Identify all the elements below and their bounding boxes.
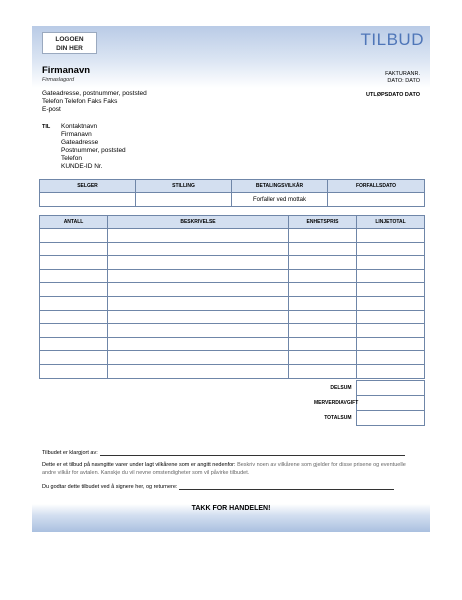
vat-label: MERVERDIAVGIFT (314, 400, 359, 406)
company-name: Firmanavn (42, 65, 91, 76)
subtotal-row (314, 381, 424, 396)
line-item-row (40, 296, 425, 310)
description-cell[interactable] (108, 310, 289, 324)
company-phone-fax: Telefon Telefon Faks Faks (42, 98, 118, 105)
description-cell[interactable] (108, 351, 289, 365)
subtotal-value[interactable] (356, 381, 424, 396)
cell-payment-terms[interactable]: Forfaller ved mottak (232, 193, 328, 207)
quantity-cell[interactable] (40, 256, 108, 270)
cell-due-date[interactable] (328, 193, 425, 207)
description-cell[interactable] (108, 296, 289, 310)
line-items-body (40, 229, 425, 379)
vat-value[interactable] (356, 396, 424, 411)
unit-price-cell[interactable] (289, 337, 357, 351)
logo-placeholder[interactable] (42, 32, 97, 54)
quote-date: DATO: DATO (387, 78, 420, 84)
terms-description: Beskriv noen av vilkårene som gjelder for disse prisene og eventuelle andre vilkår for avtalen. Kanskje du vil nevne omstendigheter som vil påvirke tilbudet. (42, 462, 406, 476)
description-cell[interactable] (108, 242, 289, 256)
prepared-by-line (42, 450, 405, 456)
company-slogan: Firmaslagord (42, 77, 75, 83)
description-cell[interactable] (108, 283, 289, 297)
line-item-row (40, 256, 425, 270)
unit-price-cell[interactable] (289, 296, 357, 310)
unit-price-cell[interactable] (289, 256, 357, 270)
header-description: BESKRIVELSE (108, 216, 289, 229)
quantity-cell[interactable] (40, 283, 108, 297)
logo-line-2: DIN HER (56, 45, 83, 52)
quantity-cell[interactable] (40, 310, 108, 324)
line-total-cell[interactable] (357, 310, 425, 324)
line-total-cell[interactable] (357, 364, 425, 378)
unit-price-cell[interactable] (289, 269, 357, 283)
recipient-phone: Telefon (61, 155, 82, 162)
line-item-row (40, 324, 425, 338)
line-total-cell[interactable] (357, 351, 425, 365)
quantity-cell[interactable] (40, 351, 108, 365)
header-position: STILLING (136, 180, 232, 193)
quantity-cell[interactable] (40, 337, 108, 351)
description-cell[interactable] (108, 337, 289, 351)
unit-price-cell[interactable] (289, 310, 357, 324)
line-item-row (40, 242, 425, 256)
quantity-cell[interactable] (40, 364, 108, 378)
line-total-cell[interactable] (357, 256, 425, 270)
line-total-cell[interactable] (357, 296, 425, 310)
line-total-cell[interactable] (357, 269, 425, 283)
line-total-cell[interactable] (357, 324, 425, 338)
cell-position[interactable] (136, 193, 232, 207)
description-cell[interactable] (108, 229, 289, 243)
header-unit-price: ENHETSPRIS (289, 216, 357, 229)
line-total-cell[interactable] (357, 283, 425, 297)
line-item-row (40, 283, 425, 297)
accept-line (42, 484, 394, 490)
line-item-row (40, 229, 425, 243)
company-email: E-post (42, 106, 61, 113)
terms-paragraph (42, 462, 412, 477)
description-cell[interactable] (108, 269, 289, 283)
quantity-cell[interactable] (40, 269, 108, 283)
line-total-cell[interactable] (357, 242, 425, 256)
terms-intro: Dette er et tilbud på navngitte varer under lagt vilkårene som er angitt nedenfor: (42, 462, 236, 468)
sales-info-row (40, 193, 425, 207)
thank-you-message: TAKK FOR HANDELEN! (191, 505, 271, 512)
unit-price-cell[interactable] (289, 229, 357, 243)
line-item-row (40, 364, 425, 378)
line-item-row (40, 310, 425, 324)
line-items-table (39, 215, 425, 379)
accept-signature-field[interactable] (179, 484, 394, 490)
line-items-header-row (40, 216, 425, 229)
recipient-block (61, 123, 126, 171)
header-line-total: LINJETOTAL (357, 216, 425, 229)
quote-page (32, 26, 430, 532)
total-value[interactable] (356, 411, 424, 426)
expiry-date: UTLØPSDATO DATO (366, 92, 420, 98)
total-row (314, 411, 424, 426)
description-cell[interactable] (108, 364, 289, 378)
recipient-street: Gateadresse (61, 139, 99, 146)
recipient-label: TIL (42, 124, 51, 130)
recipient-company: Firmanavn (61, 131, 92, 138)
quantity-cell[interactable] (40, 242, 108, 256)
recipient-customer-id: KUNDE-ID Nr. (61, 163, 103, 170)
header-quantity: ANTALL (40, 216, 108, 229)
unit-price-cell[interactable] (289, 364, 357, 378)
totals-table (314, 380, 425, 426)
unit-price-cell[interactable] (289, 242, 357, 256)
vat-row (314, 396, 424, 411)
description-cell[interactable] (108, 256, 289, 270)
accept-label: Du godtar dette tilbudet ved å signere her, og returnere: (42, 484, 178, 490)
header-due-date: FORFALLSDATO (328, 180, 425, 193)
company-address-block (42, 90, 147, 114)
line-item-row (40, 351, 425, 365)
unit-price-cell[interactable] (289, 324, 357, 338)
invoice-number: FAKTURANR. (385, 71, 420, 77)
document-title: TILBUD (360, 30, 424, 49)
description-cell[interactable] (108, 324, 289, 338)
sales-info-header-row (40, 180, 425, 193)
recipient-contact: Kontaktnavn (61, 123, 98, 130)
cell-seller[interactable] (40, 193, 136, 207)
quantity-cell[interactable] (40, 324, 108, 338)
sales-info-table (39, 179, 425, 207)
line-total-cell[interactable] (357, 337, 425, 351)
line-item-row (40, 337, 425, 351)
header-payment-terms: BETALINGSVILKÅR (232, 180, 328, 193)
unit-price-cell[interactable] (289, 283, 357, 297)
company-address: Gateadresse, postnummer, poststed (42, 90, 147, 97)
quantity-cell[interactable] (40, 296, 108, 310)
subtotal-label: DELSUM (330, 385, 352, 391)
line-item-row (40, 269, 425, 283)
total-label: TOTALSUM (324, 415, 352, 421)
line-total-cell[interactable] (357, 229, 425, 243)
quantity-cell[interactable] (40, 229, 108, 243)
recipient-postal: Postnummer, poststed (61, 147, 126, 154)
header-seller: SELGER (40, 180, 136, 193)
unit-price-cell[interactable] (289, 351, 357, 365)
prepared-by-signature-field[interactable] (100, 450, 405, 456)
logo-line-1: LOGOEN (55, 36, 84, 43)
prepared-by-label: Tilbudet er klargjort av: (42, 450, 98, 456)
